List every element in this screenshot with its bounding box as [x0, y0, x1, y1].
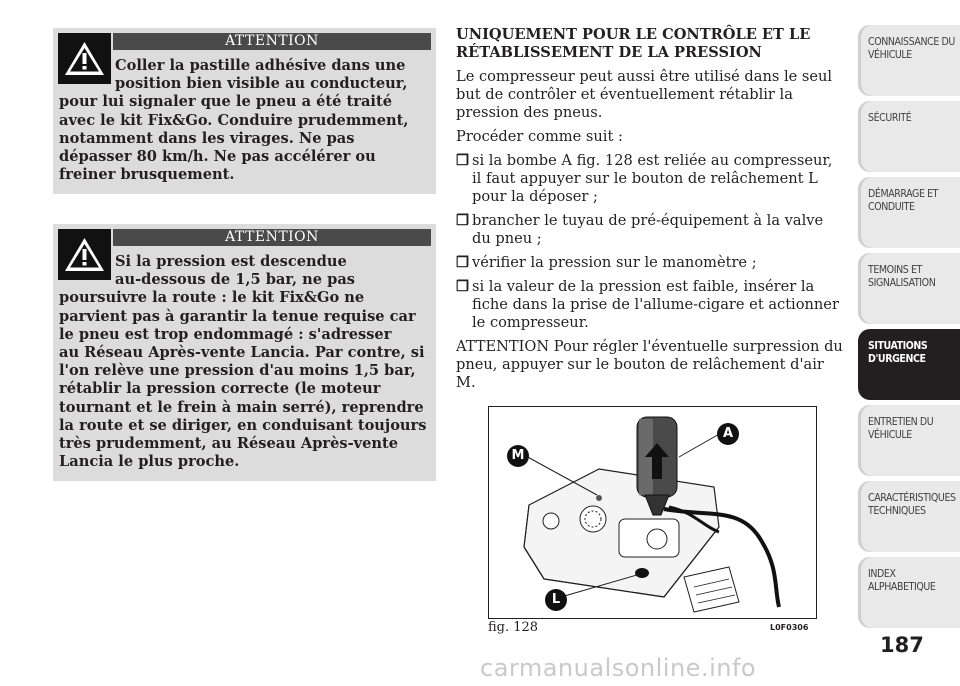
warning-text: Si la pression est descendue au-dessous de 1,5 bar, ne pas poursuivre la route : le kit Fix&Go ne parvient pas à garantir la tenue requise car le pneu est trop endommagé : s'adresser au Réseau Après-vente Lancia. Par contre, si l'on relève une pression d'au moins 1,5 bar, rétablir la pression correcte (le moteur tournant et le frein à main serré), reprendre la route et se diriger, en conduisant toujours très prudemment, au Réseau Après-vente Lancia le plus proche. [59, 253, 427, 471]
tab-connaissance-du-vehicule[interactable]: CONNAISSANCE DU VÉHICULE [858, 25, 960, 96]
checkbox-bullet-icon: ❒ [456, 278, 470, 295]
figure-code: L0F0306 [770, 623, 809, 632]
checkbox-bullet-icon: ❒ [456, 152, 470, 169]
watermark: carmanualsonline.info [480, 654, 757, 682]
compressor-figure [488, 406, 817, 619]
tab-entretien-du-vehicule[interactable]: ENTRETIEN DU VÉHICULE [858, 405, 960, 476]
list-item: ❒ si la valeur de la pression est faible, insérer la fiche dans la prise de l'allume-cigare et actionner le compresseur. [456, 278, 839, 331]
tab-securite[interactable]: SÉCURITÉ [858, 101, 960, 172]
list-item: ❒ vérifier la pression sur le manomètre ; [456, 254, 757, 271]
callout-l: L [545, 589, 567, 611]
tab-index-alphabetique[interactable]: INDEX ALPHABETIQUE [858, 557, 960, 628]
procedure-label: Procéder comme suit : [456, 128, 623, 145]
warning-box-2 [53, 224, 436, 481]
list-item: ❒ si la bombe A fig. 128 est reliée au compresseur, il faut appuyer sur le bouton de relâchement L pour la déposer ; [456, 152, 833, 205]
warning-box-1 [53, 28, 436, 194]
tab-situations-d-urgence[interactable]: SITUATIONS D'URGENCE [858, 329, 960, 400]
procedure-section [456, 26, 846, 398]
note-paragraph: ATTENTION Pour régler l'éventuelle surpression du pneu, appuyer sur le bouton de relâchement d'air M. [456, 338, 843, 391]
section-title: UNIQUEMENT POUR LE CONTRÔLE ET LE RÉTABLISSEMENT DE LA PRESSION [456, 26, 811, 61]
tab-temoins-et-signalisation[interactable]: TEMOINS ET SIGNALISATION [858, 253, 960, 324]
intro-paragraph: Le compresseur peut aussi être utilisé dans le seul but de contrôler et éventuellement rétablir la pression des pneus. [456, 68, 833, 121]
figure-caption: fig. 128 [488, 620, 539, 635]
tab-caracteristiques-techniques[interactable]: CARACTÉRISTIQUES TECHNIQUES [858, 481, 960, 552]
warning-heading: ATTENTION [113, 33, 431, 50]
tab-demarrage-et-conduite[interactable]: DÉMARRAGE ET CONDUITE [858, 177, 960, 248]
procedure-steps [456, 152, 846, 332]
warning-heading: ATTENTION [113, 229, 431, 246]
callout-m: M [507, 445, 529, 467]
callout-a: A [717, 423, 739, 445]
checkbox-bullet-icon: ❒ [456, 254, 470, 271]
list-item: ❒ brancher le tuyau de pré-équipement à la valve du pneu ; [456, 212, 824, 247]
checkbox-bullet-icon: ❒ [456, 212, 470, 229]
page-number: 187 [880, 633, 924, 657]
warning-text: Coller la pastille adhésive dans une position bien visible au conducteur, pour lui signaler que le pneu a été traité avec le kit Fix&Go. Conduire prudemment, notamment dans les virages. Ne pas dépasser 80 km/h. Ne pas accélérer ou freiner brusquement. [59, 57, 409, 184]
